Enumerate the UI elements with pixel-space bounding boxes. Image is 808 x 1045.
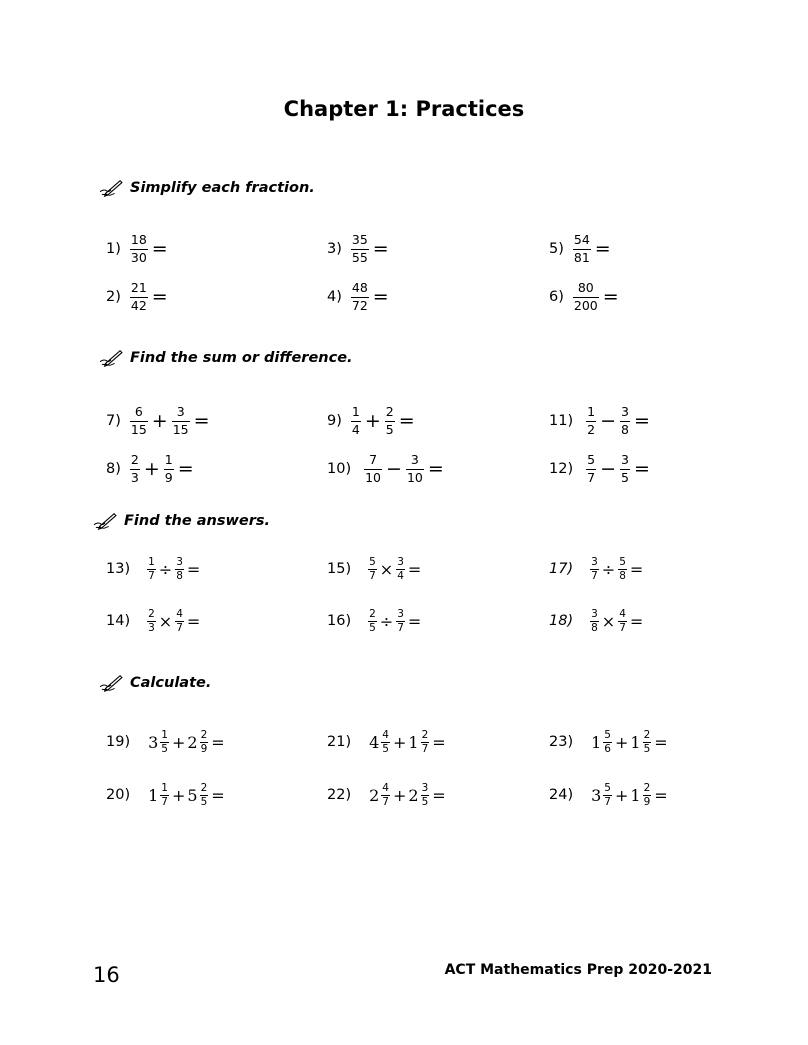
- section-heading-calculate: Calculate.: [98, 673, 211, 693]
- problem: 22) 2 $\frac{4}{7}$ + 2 $\frac{3}{5}$ =: [327, 782, 446, 808]
- fraction: $\frac{80}{200}$: [573, 280, 598, 313]
- fraction: $\frac{3}{10}$: [406, 452, 423, 485]
- section-heading-answers: Find the answers.: [92, 511, 270, 531]
- fraction: $\frac{3}{7}$: [397, 608, 404, 634]
- problem: 14) $\frac{2}{3}$ × $\frac{4}{7}$ =: [106, 608, 201, 634]
- problem: 2) $\frac{21}{42}$ =: [106, 280, 168, 313]
- pencil-icon: [98, 178, 124, 198]
- fraction: $\frac{4}{5}$: [382, 729, 389, 755]
- fraction: $\frac{5}{6}$: [604, 729, 611, 755]
- problem: 6) $\frac{80}{200}$ =: [549, 280, 619, 313]
- problem: 15) $\frac{5}{7}$ × $\frac{3}{4}$ =: [327, 556, 422, 582]
- fraction: $\frac{5}{7}$: [604, 782, 611, 808]
- problem: 24) 3 $\frac{5}{7}$ + 1 $\frac{2}{9}$ =: [549, 782, 668, 808]
- problem: 13) $\frac{1}{7}$ ÷ $\frac{3}{8}$ =: [106, 556, 201, 582]
- problem: 20) 1 $\frac{1}{7}$ + 5 $\frac{2}{5}$ =: [106, 782, 225, 808]
- problem: 10) $\frac{7}{10}$ − $\frac{3}{10}$ =: [327, 452, 444, 485]
- section-heading-simplify: Simplify each fraction.: [98, 178, 315, 198]
- fraction: $\frac{4}{7}$: [382, 782, 389, 808]
- fraction: $\frac{7}{10}$: [365, 452, 382, 485]
- pencil-icon: [92, 511, 118, 531]
- fraction: $\frac{1}{7}$: [148, 556, 155, 582]
- book-title: ACT Mathematics Prep 2020-2021: [444, 962, 712, 978]
- problem: 1) $\frac{18}{30}$ =: [106, 232, 168, 265]
- fraction: $\frac{3}{8}$: [176, 556, 183, 582]
- fraction: $\frac{3}{5}$: [421, 782, 429, 808]
- fraction: $\frac{2}{3}$: [130, 452, 139, 485]
- problem: 11) $\frac{1}{2}$ − $\frac{3}{8}$ =: [549, 404, 650, 437]
- fraction: $\frac{3}{7}$: [591, 556, 598, 582]
- problem: 18) $\frac{3}{8}$ × $\frac{4}{7}$ =: [549, 608, 644, 634]
- fraction: $\frac{5}{7}$: [587, 452, 596, 485]
- pencil-icon: [98, 348, 124, 368]
- fraction: $\frac{2}{3}$: [148, 608, 155, 634]
- fraction: $\frac{5}{8}$: [619, 556, 626, 582]
- problem: 16) $\frac{2}{5}$ ÷ $\frac{3}{7}$ =: [327, 608, 422, 634]
- problem: 3) $\frac{35}{55}$ =: [327, 232, 389, 265]
- fraction: $\frac{21}{42}$: [130, 280, 147, 313]
- problem: 4) $\frac{48}{72}$ =: [327, 280, 389, 313]
- problem: 5) $\frac{54}{81}$ =: [549, 232, 611, 265]
- fraction: $\frac{2}{5}$: [369, 608, 376, 634]
- fraction: $\frac{3}{8}$: [620, 404, 629, 437]
- fraction: $\frac{2}{9}$: [643, 782, 651, 808]
- fraction: $\frac{1}{4}$: [351, 404, 360, 437]
- fraction: $\frac{1}{7}$: [161, 782, 168, 808]
- fraction: $\frac{2}{7}$: [421, 729, 429, 755]
- fraction: $\frac{3}{4}$: [397, 556, 404, 582]
- fraction: $\frac{48}{72}$: [351, 280, 368, 313]
- fraction: $\frac{2}{5}$: [385, 404, 394, 437]
- problem: 7) $\frac{6}{15}$ + $\frac{3}{15}$ =: [106, 404, 210, 437]
- fraction: $\frac{2}{5}$: [200, 782, 208, 808]
- problem: 17) $\frac{3}{7}$ ÷ $\frac{5}{8}$ =: [549, 556, 644, 582]
- fraction: $\frac{2}{5}$: [643, 729, 651, 755]
- fraction: $\frac{6}{15}$: [130, 404, 147, 437]
- pencil-icon: [98, 673, 124, 693]
- fraction: $\frac{1}{5}$: [161, 729, 168, 755]
- fraction: $\frac{35}{55}$: [351, 232, 368, 265]
- fraction: $\frac{4}{7}$: [176, 608, 183, 634]
- problem: 21) 4 $\frac{4}{5}$ + 1 $\frac{2}{7}$ =: [327, 729, 446, 755]
- fraction: $\frac{1}{9}$: [164, 452, 173, 485]
- fraction: $\frac{54}{81}$: [573, 232, 590, 265]
- problem: 19) 3 $\frac{1}{5}$ + 2 $\frac{2}{9}$ =: [106, 729, 225, 755]
- section-heading-sum-difference: Find the sum or difference.: [98, 348, 353, 368]
- fraction: $\frac{1}{2}$: [587, 404, 596, 437]
- problem: 9) $\frac{1}{4}$ + $\frac{2}{5}$ =: [327, 404, 415, 437]
- problem: 8) $\frac{2}{3}$ + $\frac{1}{9}$ =: [106, 452, 194, 485]
- fraction: $\frac{3}{8}$: [591, 608, 598, 634]
- fraction: $\frac{2}{9}$: [200, 729, 208, 755]
- fraction: $\frac{4}{7}$: [619, 608, 626, 634]
- fraction: $\frac{3}{15}$: [172, 404, 189, 437]
- problem: 23) 1 $\frac{5}{6}$ + 1 $\frac{2}{5}$ =: [549, 729, 668, 755]
- problem: 12) $\frac{5}{7}$ − $\frac{3}{5}$ =: [549, 452, 650, 485]
- page-number: 16: [93, 963, 120, 987]
- fraction: $\frac{3}{5}$: [620, 452, 629, 485]
- fraction: $\frac{18}{30}$: [130, 232, 147, 265]
- fraction: $\frac{5}{7}$: [369, 556, 376, 582]
- page-title: Chapter 1: Practices: [283, 97, 525, 121]
